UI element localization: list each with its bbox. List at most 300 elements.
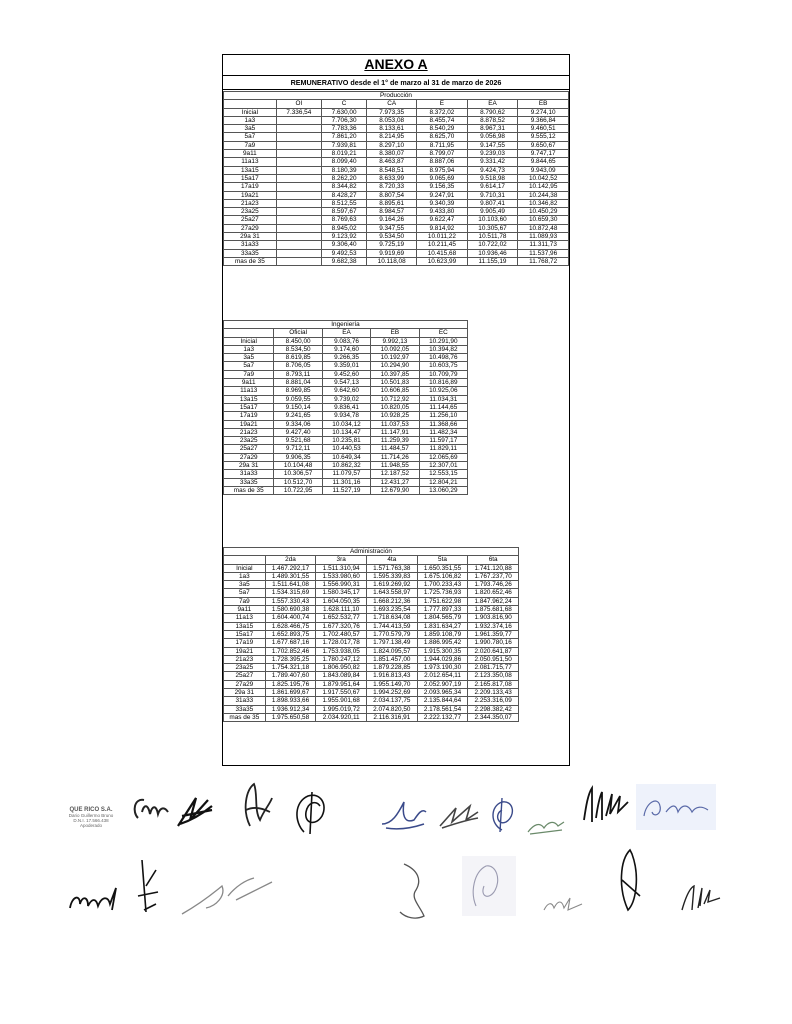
ingenieria-header-row (224, 329, 468, 337)
seniority-label: 25a27 (224, 672, 266, 680)
salary-cell: 9.836,41 (322, 403, 370, 411)
salary-cell: 1.650.351,55 (417, 564, 468, 572)
column-header: 2da (265, 556, 316, 564)
salary-cell: 8.887,06 (417, 158, 468, 166)
salary-cell: 9.123,92 (321, 233, 366, 241)
salary-cell: 8.512,55 (321, 199, 366, 207)
table-row (224, 462, 468, 470)
salary-cell: 11.829,11 (419, 445, 467, 453)
salary-cell: 11.311,73 (518, 241, 569, 249)
salary-cell: 9.712,11 (274, 445, 322, 453)
salary-cell: 10.659,30 (518, 216, 569, 224)
title-divider (222, 75, 570, 76)
salary-cell: 9.492,53 (321, 249, 366, 257)
salary-cell: 9.164,26 (367, 216, 417, 224)
table-row (224, 680, 519, 688)
column-header: 5ta (417, 556, 468, 564)
salary-cell: 9.427,40 (274, 428, 322, 436)
salary-cell: 8.380,07 (367, 150, 417, 158)
salary-cell: 8.769,63 (321, 216, 366, 224)
table-row (224, 345, 468, 353)
salary-cell: 11.147,91 (371, 428, 419, 436)
produccion-table (223, 91, 569, 266)
salary-cell: 10.925,06 (419, 387, 467, 395)
ingenieria-section-label: Ingeniería (224, 321, 468, 329)
table-row (224, 174, 569, 182)
salary-cell: 9.725,19 (367, 241, 417, 249)
salary-cell: 11.368,66 (419, 420, 467, 428)
seniority-label: 29a 31 (224, 462, 274, 470)
salary-cell: 10.928,25 (371, 412, 419, 420)
table-row (224, 606, 519, 614)
salary-cell: 1.932.374,16 (468, 622, 519, 630)
salary-cell: 9.905,49 (467, 208, 518, 216)
table-row (224, 141, 569, 149)
salary-cell: 8.975,94 (417, 166, 468, 174)
salary-cell: 10.134,47 (322, 428, 370, 436)
salary-cell: 9.331,42 (467, 158, 518, 166)
salary-cell: 9.156,35 (417, 183, 468, 191)
salary-cell: 10.291,90 (419, 337, 467, 345)
salary-cell: 8.619,85 (274, 354, 322, 362)
salary-cell: 1.753.938,05 (316, 647, 367, 655)
salary-cell: 1.917.550,67 (316, 689, 367, 697)
salary-cell: 1.580.690,38 (265, 606, 316, 614)
salary-cell: 11.537,96 (518, 249, 569, 257)
salary-cell: 1.628.111,10 (316, 606, 367, 614)
salary-cell: 9.150,14 (274, 403, 322, 411)
produccion-section-row (224, 92, 569, 100)
salary-cell: 1.556.990,31 (316, 581, 367, 589)
salary-cell: 1.955.901,68 (316, 697, 367, 705)
salary-cell: 12.307,01 (419, 462, 467, 470)
salary-cell: 11.079,57 (322, 470, 370, 478)
salary-cell: 9.518,98 (467, 174, 518, 182)
salary-cell: 8.133,61 (367, 125, 417, 133)
seniority-label: 31a33 (224, 241, 277, 249)
table-row (224, 403, 468, 411)
salary-cell: 10.862,32 (322, 462, 370, 470)
salary-cell: 7.973,35 (367, 108, 417, 116)
salary-cell: 8.720,33 (367, 183, 417, 191)
table-row (224, 370, 468, 378)
page-subtitle: REMUNERATIVO desde el 1° de marzo al 31 de marzo de 2026 (290, 78, 502, 87)
salary-cell: 10.192,97 (371, 354, 419, 362)
table-row (224, 630, 519, 638)
salary-cell: 10.450,29 (518, 208, 569, 216)
salary-cell: 12.065,69 (419, 453, 467, 461)
seniority-label: 13a15 (224, 166, 277, 174)
salary-cell: 9.083,76 (322, 337, 370, 345)
table-row (224, 478, 468, 486)
salary-cell: 11.714,26 (371, 453, 419, 461)
salary-cell: 10.623,99 (417, 257, 468, 265)
salary-cell: 1.643.558,97 (367, 589, 418, 597)
salary-cell: 11.256,10 (419, 412, 467, 420)
salary-cell: 8.534,50 (274, 345, 322, 353)
table-row (224, 354, 468, 362)
salary-cell (276, 141, 321, 149)
salary-cell: 10.816,89 (419, 379, 467, 387)
table-row (224, 713, 519, 721)
seniority-label: 21a23 (224, 199, 277, 207)
salary-cell: 1.677.320,76 (316, 622, 367, 630)
signature-7 (484, 794, 520, 834)
salary-cell (276, 125, 321, 133)
table-row (224, 437, 468, 445)
salary-cell: 9.433,80 (417, 208, 468, 216)
table-row (224, 697, 519, 705)
salary-cell: 9.340,39 (417, 199, 468, 207)
salary-cell: 10.305,67 (467, 224, 518, 232)
seniority-label: 15a17 (224, 174, 277, 182)
table-row (224, 655, 519, 663)
table-row (224, 199, 569, 207)
salary-cell: 1.820.652,46 (468, 589, 519, 597)
seniority-label: 27a29 (224, 680, 266, 688)
salary-cell: 9.347,55 (367, 224, 417, 232)
salary-cell: 1.994.252,69 (367, 689, 418, 697)
salary-cell: 8.548,51 (367, 166, 417, 174)
table-row (224, 379, 468, 387)
salary-cell: 8.428,27 (321, 191, 366, 199)
administracion-section-row (224, 548, 519, 556)
table-row (224, 337, 468, 345)
salary-cell: 9.807,41 (467, 199, 518, 207)
salary-cell: 12.187,52 (371, 470, 419, 478)
produccion-section-label: Producción (224, 92, 569, 100)
salary-cell: 10.649,34 (322, 453, 370, 461)
seniority-label: 9a11 (224, 379, 274, 387)
salary-cell: 1.973.190,30 (417, 664, 468, 672)
salary-cell: 10.440,53 (322, 445, 370, 453)
stamp-signer-name: Dario Guillermo Bruno (68, 813, 114, 818)
administracion-section-label: Administración (224, 548, 519, 556)
salary-cell: 2.050.951,50 (468, 655, 519, 663)
salary-cell: 1.718.634,08 (367, 614, 418, 622)
salary-cell: 11.259,39 (371, 437, 419, 445)
seniority-label: mas de 35 (224, 713, 266, 721)
salary-cell: 7.861,20 (321, 133, 366, 141)
salary-cell: 1.975.650,58 (265, 713, 316, 721)
salary-cell: 2.178.561,54 (417, 705, 468, 713)
salary-cell: 8.344,82 (321, 183, 366, 191)
salary-cell: 1.824.095,57 (367, 647, 418, 655)
salary-cell: 2.052.907,19 (417, 680, 468, 688)
salary-cell: 1.915.300,35 (417, 647, 468, 655)
stamp-signer-id: D.N.I. 17.566.438 (73, 818, 109, 823)
table-row (224, 639, 519, 647)
salary-cell: 2.123.350,08 (468, 672, 519, 680)
signature-17 (614, 846, 646, 918)
column-header: 6ta (468, 556, 519, 564)
table-row (224, 664, 519, 672)
seniority-label: 33a35 (224, 705, 266, 713)
salary-cell (276, 166, 321, 174)
table-row (224, 581, 519, 589)
table-row (224, 705, 519, 713)
table-row (224, 158, 569, 166)
table-row (224, 614, 519, 622)
salary-cell: 1.777.897,33 (417, 606, 468, 614)
seniority-label: 17a19 (224, 412, 274, 420)
seniority-label: 27a29 (224, 224, 277, 232)
salary-cell: 8.793,11 (274, 370, 322, 378)
salary-cell: 13.060,29 (419, 486, 467, 494)
salary-cell (276, 183, 321, 191)
column-header: EB (371, 329, 419, 337)
salary-cell: 8.540,29 (417, 125, 468, 133)
salary-cell: 1.797.138,49 (367, 639, 418, 647)
salary-cell: 9.555,12 (518, 133, 569, 141)
seniority-label: 1a3 (224, 345, 274, 353)
salary-cell: 9.650,67 (518, 141, 569, 149)
salary-cell: 1.702.852,46 (265, 647, 316, 655)
seniority-label: 33a35 (224, 478, 274, 486)
seniority-label: 5a7 (224, 589, 266, 597)
salary-cell: 11.597,17 (419, 437, 467, 445)
column-header: Oficial (274, 329, 322, 337)
salary-cell: 9.934,78 (322, 412, 370, 420)
salary-cell: 9.306,40 (321, 241, 366, 249)
seniority-label: 5a7 (224, 362, 274, 370)
seniority-label: Inicial (224, 337, 274, 345)
column-header (224, 556, 266, 564)
salary-cell: 8.053,08 (367, 116, 417, 124)
salary-cell: 11.144,65 (419, 403, 467, 411)
seniority-label: 19a21 (224, 420, 274, 428)
column-header: EA (322, 329, 370, 337)
seniority-label: 19a21 (224, 647, 266, 655)
salary-cell: 1.619.269,92 (367, 581, 418, 589)
salary-cell: 1.668.212,36 (367, 597, 418, 605)
salary-cell: 7.939,81 (321, 141, 366, 149)
salary-cell: 7.630,00 (321, 108, 366, 116)
salary-cell: 9.247,91 (417, 191, 468, 199)
column-header (224, 329, 274, 337)
salary-cell: 11.301,16 (322, 478, 370, 486)
salary-cell: 2.020.641,87 (468, 647, 519, 655)
stamp-signer-role: Apoderado (79, 823, 103, 828)
salary-cell: 9.056,98 (467, 133, 518, 141)
column-header: 3ra (316, 556, 367, 564)
table-row (224, 622, 519, 630)
salary-cell: 8.945,02 (321, 224, 366, 232)
salary-cell: 9.547,13 (322, 379, 370, 387)
seniority-label: 17a19 (224, 183, 277, 191)
table-row (224, 208, 569, 216)
salary-cell: 10.820,05 (371, 403, 419, 411)
table-row (224, 241, 569, 249)
salary-cell: 2.074.820,50 (367, 705, 418, 713)
table-row (224, 647, 519, 655)
salary-cell: 9.359,01 (322, 362, 370, 370)
salary-cell: 9.334,06 (274, 420, 322, 428)
table-row (224, 387, 468, 395)
salary-cell: 7.336,54 (276, 108, 321, 116)
salary-cell: 8.099,40 (321, 158, 366, 166)
salary-cell: 2.344.350,07 (468, 713, 519, 721)
signature-10 (636, 784, 716, 830)
column-header: CA (367, 100, 417, 108)
salary-cell: 1.677.687,16 (265, 639, 316, 647)
salary-cell: 8.895,61 (367, 199, 417, 207)
table-row (224, 125, 569, 133)
table-row (224, 445, 468, 453)
seniority-label: 7a9 (224, 597, 266, 605)
salary-cell: 10.606,85 (371, 387, 419, 395)
salary-cell: 10.235,81 (322, 437, 370, 445)
seniority-label: 11a13 (224, 614, 266, 622)
salary-cell: 10.722,02 (467, 241, 518, 249)
salary-cell: 2.012.654,11 (417, 672, 468, 680)
seniority-label: mas de 35 (224, 486, 274, 494)
salary-cell: 9.174,60 (322, 345, 370, 353)
seniority-label: 19a21 (224, 191, 277, 199)
seniority-label: 25a27 (224, 445, 274, 453)
table-row (224, 362, 468, 370)
salary-cell: 2.034.920,11 (316, 713, 367, 721)
salary-cell: 1.741.120,88 (468, 564, 519, 572)
seniority-label: 9a11 (224, 150, 277, 158)
salary-cell: 10.103,60 (467, 216, 518, 224)
salary-cell: 11.155,19 (467, 257, 518, 265)
salary-cell: 8.807,54 (367, 191, 417, 199)
table-row (224, 453, 468, 461)
salary-cell: 9.739,02 (322, 395, 370, 403)
salary-cell: 10.936,46 (467, 249, 518, 257)
salary-cell: 9.424,73 (467, 166, 518, 174)
salary-cell: 9.147,55 (467, 141, 518, 149)
salary-cell: 9.710,31 (467, 191, 518, 199)
salary-cell: 8.455,74 (417, 116, 468, 124)
salary-cell: 8.372,02 (417, 108, 468, 116)
salary-cell: 8.019,21 (321, 150, 366, 158)
salary-cell: 1.875.681,68 (468, 606, 519, 614)
salary-cell: 1.511.641,08 (265, 581, 316, 589)
salary-cell: 12.553,15 (419, 470, 467, 478)
seniority-label: 21a23 (224, 655, 266, 663)
salary-cell: 9.239,03 (467, 150, 518, 158)
salary-cell: 9.622,47 (417, 216, 468, 224)
table-row (224, 224, 569, 232)
table-row (224, 672, 519, 680)
seniority-label: 7a9 (224, 141, 277, 149)
salary-cell: 10.501,83 (371, 379, 419, 387)
salary-cell: 2.165.817,08 (468, 680, 519, 688)
salary-cell: 7.706,30 (321, 116, 366, 124)
seniority-label: 29a 31 (224, 689, 266, 697)
salary-cell: 1.652.532,77 (316, 614, 367, 622)
salary-cell: 1.557.330,43 (265, 597, 316, 605)
seniority-label: 3a5 (224, 354, 274, 362)
salary-cell: 1.825.195,76 (265, 680, 316, 688)
seniority-label: 11a13 (224, 158, 277, 166)
signature-15 (462, 856, 516, 916)
salary-cell (276, 158, 321, 166)
salary-cell: 2.209.133,43 (468, 689, 519, 697)
salary-cell: 10.011,22 (417, 233, 468, 241)
salary-cell: 9.452,60 (322, 370, 370, 378)
table-row (224, 564, 519, 572)
table-row (224, 133, 569, 141)
salary-cell (276, 257, 321, 265)
signature-11 (66, 878, 120, 918)
salary-cell: 8.799,07 (417, 150, 468, 158)
salary-cell: 9.614,17 (467, 183, 518, 191)
salary-cell: 11.482,34 (419, 428, 467, 436)
salary-cell: 10.244,38 (518, 191, 569, 199)
salary-cell: 9.065,69 (417, 174, 468, 182)
salary-cell: 2.298.382,42 (468, 705, 519, 713)
salary-cell: 8.881,04 (274, 379, 322, 387)
ingenieria-table (223, 320, 468, 495)
seniority-label: 17a19 (224, 639, 266, 647)
stamp-company-name: QUE RICO S.A. (69, 807, 113, 813)
salary-cell: 10.034,12 (322, 420, 370, 428)
salary-cell: 1.804.565,79 (417, 614, 468, 622)
salary-cell: 1.652.893,75 (265, 630, 316, 638)
seniority-label: 15a17 (224, 630, 266, 638)
seniority-label: 3a5 (224, 581, 266, 589)
salary-cell: 10.104,48 (274, 462, 322, 470)
table-row (224, 428, 468, 436)
column-header (224, 100, 277, 108)
salary-cell (276, 199, 321, 207)
salary-cell: 1.744.413,59 (367, 622, 418, 630)
salary-cell: 1.702.480,57 (316, 630, 367, 638)
table-row (224, 257, 569, 265)
seniority-label: 13a15 (224, 622, 266, 630)
salary-cell: 10.512,70 (274, 478, 322, 486)
salary-cell: 8.180,39 (321, 166, 366, 174)
salary-cell (276, 241, 321, 249)
seniority-label: 31a33 (224, 697, 266, 705)
signature-13 (176, 866, 276, 920)
seniority-label: 25a27 (224, 216, 277, 224)
signature-6 (436, 800, 480, 832)
salary-cell: 1.725.736,93 (417, 589, 468, 597)
seniority-label: 31a33 (224, 470, 274, 478)
salary-cell: 1.533.980,60 (316, 572, 367, 580)
salary-cell: 8.984,57 (367, 208, 417, 216)
table-row (224, 572, 519, 580)
signature-12 (132, 856, 164, 918)
salary-cell: 1.770.579,79 (367, 630, 418, 638)
salary-cell: 1.847.962,24 (468, 597, 519, 605)
table-row (224, 116, 569, 124)
salary-cell: 1.961.359,77 (468, 630, 519, 638)
salary-cell: 11.768,72 (518, 257, 569, 265)
salary-cell: 10.306,57 (274, 470, 322, 478)
salary-cell: 9.992,13 (371, 337, 419, 345)
seniority-label: 5a7 (224, 133, 277, 141)
salary-cell (276, 208, 321, 216)
salary-cell: 1.767.237,70 (468, 572, 519, 580)
signature-16 (540, 892, 588, 916)
salary-cell: 9.534,50 (367, 233, 417, 241)
salary-cell (276, 116, 321, 124)
table-row (224, 470, 468, 478)
salary-cell: 1.851.457,00 (367, 655, 418, 663)
salary-cell: 9.521,68 (274, 437, 322, 445)
signature-4 (290, 788, 334, 836)
table-row (224, 183, 569, 191)
ingenieria-section-row (224, 321, 468, 329)
salary-cell: 12.431,27 (371, 478, 419, 486)
seniority-label: Inicial (224, 564, 266, 572)
salary-cell: 10.712,92 (371, 395, 419, 403)
